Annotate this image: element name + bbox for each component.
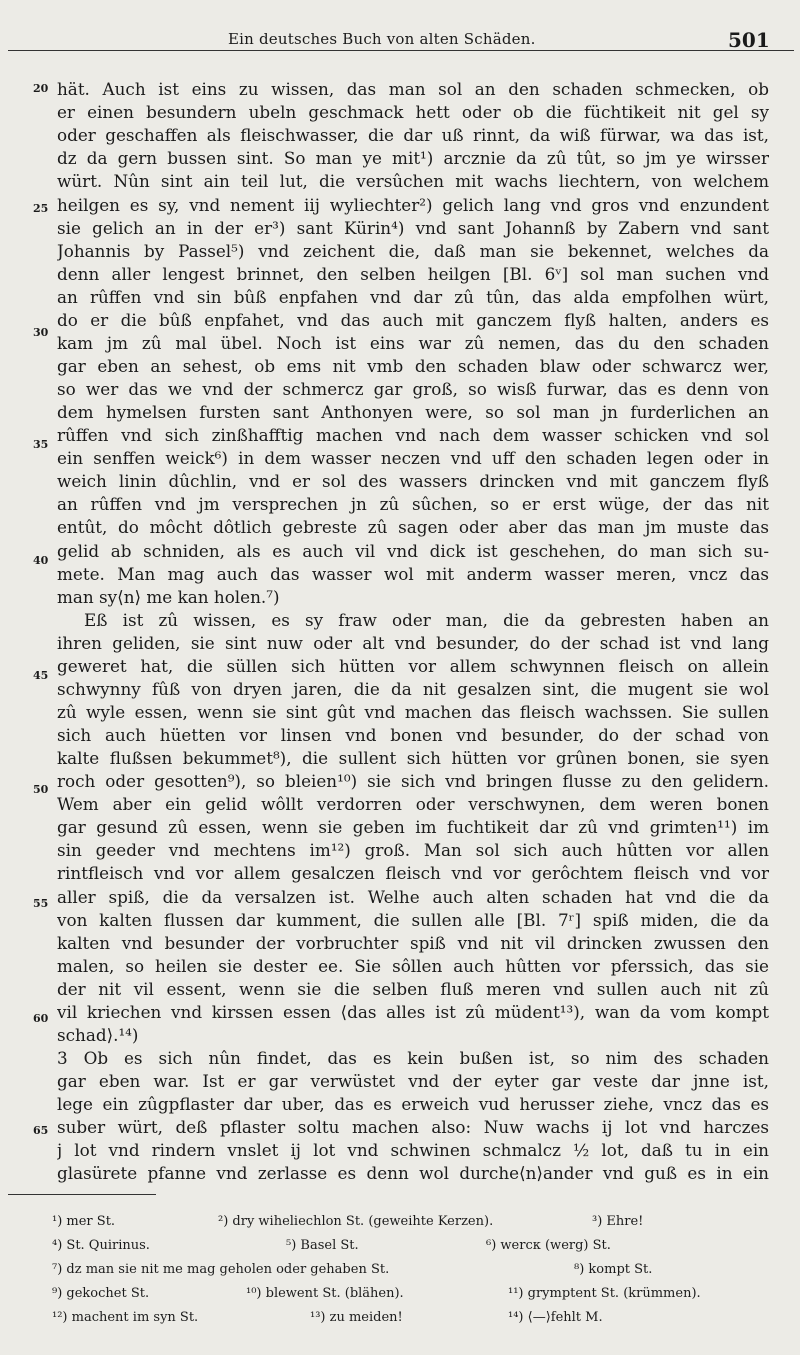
text-line: weich linin dûchlin, vnd er sol des wassers drincken vnd mit ganczem flyß bbox=[57, 471, 769, 491]
line-number: 50 bbox=[33, 783, 49, 796]
text-line: von kalten flussen dar kumment, die sullen alle [Bl. 7ʳ] spiß miden, die da bbox=[57, 910, 769, 930]
footnote: ⁹) gekochet St. bbox=[52, 1286, 150, 1301]
text-line: roch oder gesotten⁹), so bleien¹⁰) sie sich vnd bringen flusse zu den gelidern. bbox=[57, 771, 769, 791]
text-line: gar eben an sehest, ob ems nit vmb den schaden blaw oder schwarcz wer, bbox=[57, 356, 769, 376]
line-number: 65 bbox=[33, 1124, 49, 1137]
footnote-rule bbox=[8, 1194, 156, 1195]
text-line: geweret hat, die süllen sich hütten vor allem schwynnen fleisch on allein bbox=[57, 656, 769, 676]
footnote: ¹) mer St. bbox=[52, 1214, 116, 1229]
text-line: malen, so heilen sie dester ee. Sie sôllen auch hûtten vor pferssich, das sie bbox=[57, 956, 769, 976]
text-line: kam jm zû mal übel. Noch ist eins war zû nemen, das du den schaden bbox=[57, 333, 769, 353]
text-line: 3 Ob es sich nûn findet, das es kein bußen ist, so nim des schaden bbox=[57, 1048, 769, 1068]
text-line: an rûffen vnd jm versprechen jn zû sûchen, so er erst wüge, der das nit bbox=[57, 494, 769, 514]
page-number: 501 bbox=[728, 28, 770, 52]
line-number: 30 bbox=[33, 326, 49, 339]
footnote: ⁶) wercк (werg) St. bbox=[486, 1238, 611, 1253]
text-line: gar gesund zû essen, wenn sie geben im fuchtikeit dar zû vnd grimten¹¹) im bbox=[57, 817, 769, 837]
text-line: entût, do môcht dôtlich gebreste zû sagen oder aber das man jm muste das bbox=[57, 517, 769, 537]
text-line: rûffen vnd sich zinßhafftig machen vnd nach dem wasser schicken vnd sol bbox=[57, 425, 769, 445]
text-line: dz da gern bussen sint. So man ye mit¹) arcznie da zû tût, so jm ye wirsser bbox=[57, 148, 769, 168]
text-line: kalte flußsen bekummet⁸), die sullent sich hütten vor grûnen bonen, sie syen bbox=[57, 748, 769, 768]
footnote: ¹¹) grymptent St. (krümmen). bbox=[508, 1286, 701, 1301]
text-line: ein senffen weick⁶) in dem wasser neczen vnd uff den schaden legen oder in bbox=[57, 448, 769, 468]
text-line: Wem aber ein gelid wôllt verdorren oder verschwynen, dem weren bonen bbox=[57, 794, 769, 814]
footnote: ⁷) dz man sie nit me mag geholen oder gehaben St. bbox=[52, 1262, 390, 1277]
footnote: ⁵) Basel St. bbox=[286, 1238, 359, 1253]
text-line: ihren geliden, sie sint nuw oder alt vnd besunder, do der schad ist vnd lang bbox=[57, 633, 769, 653]
text-line: mete. Man mag auch das wasser wol mit anderm wasser meren, vncz das bbox=[57, 564, 769, 584]
footnote: ¹⁰) blewent St. (blähen). bbox=[246, 1286, 404, 1301]
line-number: 25 bbox=[33, 202, 49, 215]
text-line: dem hymelsen fursten sant Anthonyen were, so sol man jn furderlichen an bbox=[57, 402, 769, 422]
text-line: an rûffen vnd sin bûß enpfahen vnd dar zû tûn, das alda empfolhen würt, bbox=[57, 287, 769, 307]
footnote: ¹³) zu meiden! bbox=[310, 1310, 403, 1325]
text-line: sie gelich an in der er³) sant Kürin⁴) vnd sant Johannß by Zabern vnd sant bbox=[57, 218, 769, 238]
text-line: suber würt, deß pflaster soltu machen also: Nuw wachs ij lot vnd harczes bbox=[57, 1117, 769, 1137]
footnote: ³) Ehre! bbox=[592, 1214, 644, 1229]
text-line: gar eben war. Ist er gar verwüstet vnd der eyter gar veste dar jnne ist, bbox=[57, 1071, 769, 1091]
footnote: ¹⁴) ⟨—⟩fehlt M. bbox=[508, 1310, 603, 1325]
text-line: Johannis by Passel⁵) vnd zeichent die, daß man sie bekennet, welches da bbox=[57, 241, 769, 261]
text-line: oder geschaffen als fleischwasser, die dar uß rinnt, da wiß fürwar, wa das ist, bbox=[57, 125, 769, 145]
text-line: Eß ist zû wissen, es sy fraw oder man, die da gebresten haben an bbox=[84, 610, 769, 630]
line-number: 20 bbox=[33, 82, 49, 95]
text-line: so wer das we vnd der schmercz gar groß, so wisß furwar, das es denn von bbox=[57, 379, 769, 399]
text-line: schad⟩.¹⁴) bbox=[57, 1025, 139, 1045]
footnote: ⁸) kompt St. bbox=[574, 1262, 653, 1277]
text-line: lege ein zûgpflaster dar uber, das es erweich vud herusser ziehe, vncz das es bbox=[57, 1094, 769, 1114]
text-line: do er die bûß enpfahet, vnd das auch mit ganczem flyß halten, anders es bbox=[57, 310, 769, 330]
line-number: 40 bbox=[33, 554, 49, 567]
header-rule bbox=[8, 50, 794, 51]
line-number: 35 bbox=[33, 438, 49, 451]
line-number: 55 bbox=[33, 897, 49, 910]
text-line: glasürete pfanne vnd zerlasse es denn wol durche⟨n⟩ander vnd guß es in ein bbox=[57, 1163, 769, 1183]
text-line: zû wyle essen, wenn sie sint gût vnd machen das fleisch wachssen. Sie sullen bbox=[57, 702, 769, 722]
text-line: man sy⟨n⟩ me kan holen.⁷) bbox=[57, 587, 280, 607]
text-line: schwynny fûß von dryen jaren, die da nit gesalzen sint, die mugent sie wol bbox=[57, 679, 769, 699]
text-line: der nit vil essent, wenn sie die selben fluß meren vnd sullen auch nit zû bbox=[57, 979, 769, 999]
text-line: heilgen es sy, vnd nement iij wyliechter²) gelich lang vnd gros vnd enzundent bbox=[57, 195, 769, 215]
footnote: ⁴) St. Quirinus. bbox=[52, 1238, 150, 1253]
text-line: hät. Auch ist eins zu wissen, das man sol an den schaden schmecken, ob bbox=[57, 79, 769, 99]
running-header bbox=[0, 18, 800, 58]
text-line: aller spiß, die da versalzen ist. Welhe auch alten schaden hat vnd die da bbox=[57, 887, 769, 907]
line-number: 60 bbox=[33, 1012, 49, 1025]
footnote: ¹²) machent im syn St. bbox=[52, 1310, 199, 1325]
text-line: sich auch hüetten vor linsen vnd bonen vnd besunder, do der schad von bbox=[57, 725, 769, 745]
text-line: gelid ab schniden, als es auch vil vnd dick ist geschehen, do man sich su- bbox=[57, 541, 769, 561]
text-line: kalten vnd besunder der vorbruchter spiß vnd nit vil drincken zwussen den bbox=[57, 933, 769, 953]
text-line: würt. Nûn sint ain teil lut, die versûchen mit wachs liechtern, von welchem bbox=[57, 171, 769, 191]
footnote: ²) dry wiheliechlon St. (geweihte Kerzen). bbox=[218, 1214, 494, 1229]
text-line: vil kriechen vnd kirssen essen ⟨das alles ist zû müdent¹³), wan da vom kompt bbox=[57, 1002, 769, 1022]
text-line: j lot vnd rindern vnslet ij lot vnd schwinen schmalcz ½ lot, daß tu in ein bbox=[57, 1140, 769, 1160]
line-number: 45 bbox=[33, 669, 49, 682]
text-line: denn aller lengest brinnet, den selben heilgen [Bl. 6ᵛ] sol man suchen vnd bbox=[57, 264, 769, 284]
running-title: Ein deutsches Buch von alten Schäden. bbox=[228, 30, 536, 48]
text-line: rintfleisch vnd vor allem gesalczen fleisch vnd vor gerôchtem fleisch vnd vor bbox=[57, 863, 769, 883]
text-line: er einen besundern ubeln geschmack hett oder ob die füchtikeit nit gel sy bbox=[57, 102, 769, 122]
text-line: sin geeder vnd mechtens im¹²) groß. Man sol sich auch hûtten vor allen bbox=[57, 840, 769, 860]
